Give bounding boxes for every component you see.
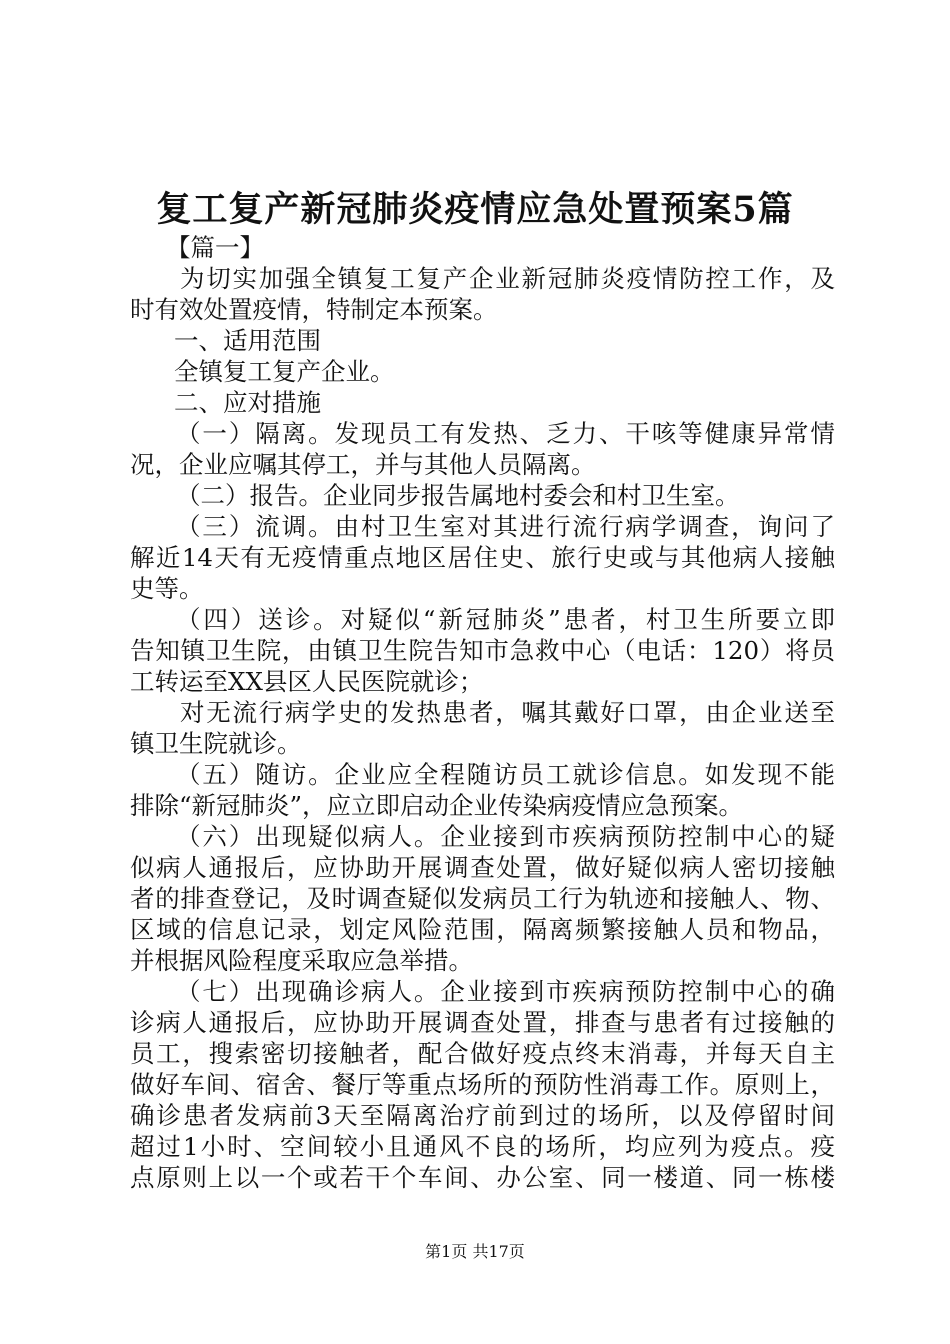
body-line: （五）随访。企业应全程随访员工就诊信息。如发现不能 — [176, 760, 835, 789]
body-line: 一、适用范围 — [174, 326, 321, 355]
body-line: 区域的信息记录，划定风险范围，隔离频繁接触人员和物品， — [130, 915, 835, 944]
body-line: 似病人通报后，应协助开展调查处置，做好疑似病人密切接触 — [130, 853, 835, 882]
body-line: 确诊患者发病前3天至隔离治疗前到过的场所，以及停留时间 — [130, 1101, 835, 1130]
body-line: 况，企业应嘱其停工，并与其他人员隔离。 — [130, 450, 596, 479]
body-line: （六）出现疑似病人。企业接到市疾病预防控制中心的疑 — [176, 822, 835, 851]
body-line: 为切实加强全镇复工复产企业新冠肺炎疫情防控工作，及 — [180, 264, 835, 293]
body-line: 者的排查登记，及时调查疑似发病员工行为轨迹和接触人、物、 — [130, 884, 835, 913]
body-line: 告知镇卫生院，由镇卫生院告知市急救中心（电话：120）将员 — [130, 636, 835, 665]
body-line: 点原则上以一个或若干个车间、办公室、同一楼道、同一栋楼 — [130, 1163, 835, 1192]
body-line: 排除“新冠肺炎”，应立即启动企业传染病疫情应急预案。 — [130, 791, 744, 820]
body-line: 超过1小时、空间较小且通风不良的场所，均应列为疫点。疫 — [130, 1132, 835, 1161]
document-body — [130, 232, 835, 1193]
body-line: 诊病人通报后，应协助开展调查处置，排查与患者有过接触的 — [130, 1008, 835, 1037]
body-line: 镇卫生院就诊。 — [130, 729, 302, 758]
body-line: （二）报告。企业同步报告属地村委会和村卫生室。 — [176, 481, 740, 510]
body-line: 全镇复工复产企业。 — [174, 357, 395, 386]
body-line: 工转运至XX县区人民医院就诊； — [130, 667, 484, 696]
body-line: （三）流调。由村卫生室对其进行流行病学调查，询问了 — [176, 512, 835, 541]
body-line: （四）送诊。对疑似“新冠肺炎”患者，村卫生所要立即 — [176, 605, 835, 634]
body-line: 时有效处置疫情，特制定本预案。 — [130, 295, 498, 324]
body-line: （七）出现确诊病人。企业接到市疾病预防控制中心的确 — [176, 977, 835, 1006]
body-line: 解近14天有无疫情重点地区居住史、旅行史或与其他病人接触 — [130, 543, 835, 572]
body-line: 做好车间、宿舍、餐厅等重点场所的预防性消毒工作。原则上， — [130, 1070, 835, 1099]
body-line: 史等。 — [130, 574, 204, 603]
body-line: 对无流行病学史的发热患者，嘱其戴好口罩，由企业送至 — [180, 698, 835, 727]
body-line: 并根据风险程度采取应急举措。 — [130, 946, 473, 975]
body-line: （一）隔离。发现员工有发热、乏力、干咳等健康异常情 — [176, 419, 835, 448]
body-line: 员工，搜索密切接触者，配合做好疫点终末消毒，并每天自主 — [130, 1039, 835, 1068]
document-title: 复工复产新冠肺炎疫情应急处置预案5篇 — [156, 189, 794, 230]
page-footer: 第1页 共17页 — [425, 1242, 525, 1261]
body-line: 二、应对措施 — [174, 388, 321, 417]
body-line: 【篇一】 — [166, 233, 264, 262]
